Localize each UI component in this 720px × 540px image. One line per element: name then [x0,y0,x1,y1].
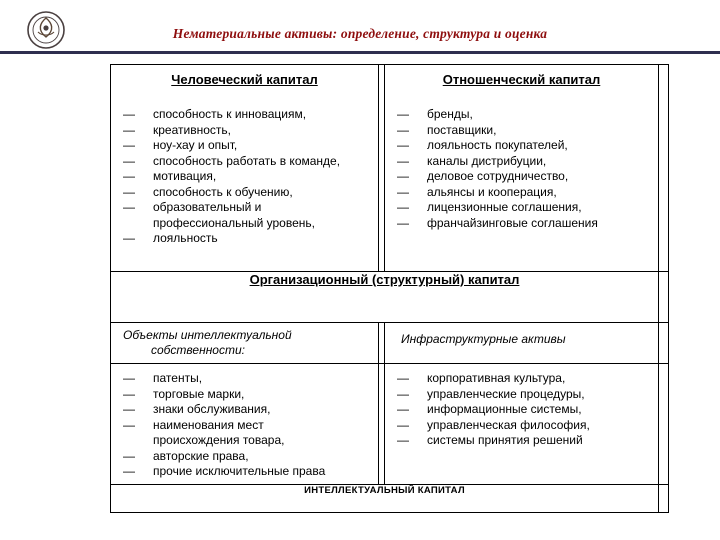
table-row [111,485,669,513]
list-item [123,402,342,418]
dash-bullet: — [397,417,409,432]
infrastructure-assets-list [397,371,622,449]
dash-bullet: — [397,386,409,401]
list-item-text: способность к обучению, [153,184,293,199]
list-item [123,418,342,449]
relational-capital-header: Отношенческий капитал [442,72,601,87]
dash-bullet: — [123,386,135,401]
list-item-text: способность работать в команде, [153,153,341,168]
emblem-logo-icon [26,10,66,50]
list-item [123,231,342,247]
table-row [111,65,669,272]
list-item [397,371,622,387]
list-item [123,200,342,231]
ip-objects-header-cell [111,323,379,364]
dash-bullet: — [123,448,135,463]
table-spacer [659,485,669,513]
list-item-text: каналы дистрибуции, [427,153,547,168]
list-item-text: прочие исключительные права [153,464,326,478]
infrastructure-assets-header-cell [385,323,659,364]
list-item-text: знаки обслуживания, [153,402,271,416]
list-item-text: ноу-хау и опыт, [153,138,238,152]
list-item [397,402,622,418]
table-row [111,323,669,364]
dash-bullet: — [123,402,135,416]
dash-bullet: — [123,464,135,478]
slide-title: Нематериальные активы: определение, структура и оценка [172,26,548,41]
list-item [397,169,622,185]
list-item-text: креативность, [153,122,231,137]
list-item-text: деловое сотрудничество, [427,169,569,183]
dash-bullet: — [397,215,409,230]
organizational-capital-cell [111,272,659,323]
slide-header [0,0,720,44]
human-capital-list [123,107,342,247]
list-item-text: лояльность [153,231,218,245]
list-item-text: торговые марки, [153,386,245,401]
table-spacer [659,272,669,323]
list-item [397,200,622,216]
list-item [123,123,342,139]
list-item-text: авторские права, [153,448,249,463]
list-item-text: образовательный и профессиональный уровень, [153,200,315,230]
table-spacer [659,65,669,272]
list-item-text: бренды, [427,107,473,121]
ip-objects-header: Объекты интеллектуальной собственности: [123,328,292,357]
infrastructure-assets-header: Инфраструктурные активы [401,332,566,346]
list-item [397,154,622,170]
list-item [123,371,342,387]
dash-bullet: — [397,184,409,199]
list-item-text: поставщики, [427,122,497,137]
table-spacer [659,364,669,485]
dash-bullet: — [397,153,409,168]
list-item [397,433,622,449]
dash-bullet: — [397,122,409,137]
dash-bullet: — [123,231,135,245]
list-item [397,418,622,434]
dash-bullet: — [123,200,135,214]
list-item [397,138,622,154]
ip-objects-cell [111,364,379,485]
list-item-text: лицензионные соглашения, [427,200,582,214]
list-item-text: альянсы и кооперация, [427,184,557,199]
list-item [123,387,342,403]
table-row [111,364,669,485]
header-divider [0,51,720,54]
list-item [397,185,622,201]
list-item-text: способность к инновациям, [153,107,307,121]
dash-bullet: — [397,371,409,385]
list-item [397,216,622,232]
dash-bullet: — [397,200,409,214]
list-item-text: лояльность покупателей, [427,138,568,152]
dash-bullet: — [397,169,409,183]
dash-bullet: — [123,417,135,432]
dash-bullet: — [123,138,135,152]
list-item [123,169,342,185]
list-item [397,123,622,139]
organizational-capital-header: Организационный (структурный) капитал [249,272,520,287]
list-item [123,185,342,201]
human-capital-header: Человеческий капитал [171,72,318,87]
intellectual-capital-table [110,64,669,513]
list-item-text: системы принятия решений [427,433,583,447]
list-item-text: управленческая философия, [427,417,590,432]
list-item [123,154,342,170]
list-item [123,464,342,480]
dash-bullet: — [397,138,409,152]
list-item-text: корпоративная культура, [427,371,566,385]
table-spacer [659,323,669,364]
dash-bullet: — [397,402,409,416]
relational-capital-list [397,107,622,231]
dash-bullet: — [123,153,135,168]
list-item [397,387,622,403]
intellectual-capital-footer: ИНТЕЛЛЕКТУАЛЬНЫЙ КАПИТАЛ [111,485,659,513]
dash-bullet: — [123,184,135,199]
list-item-text: информационные системы, [427,402,582,416]
dash-bullet: — [397,107,409,121]
list-item [123,138,342,154]
dash-bullet: — [123,122,135,137]
relational-capital-cell [385,65,659,272]
table-row [111,272,669,323]
list-item [123,107,342,123]
dash-bullet: — [123,169,135,183]
human-capital-cell [111,65,379,272]
list-item [397,107,622,123]
list-item-text: франчайзинговые соглашения [427,215,598,230]
ip-objects-list [123,371,342,480]
list-item-text: наименования мест происхождения товара, [153,417,285,447]
list-item-text: управленческие процедуры, [427,386,585,401]
list-item [123,449,342,465]
dash-bullet: — [397,433,409,447]
infrastructure-assets-cell [385,364,659,485]
list-item-text: патенты, [153,371,203,385]
list-item-text: мотивация, [153,169,217,183]
dash-bullet: — [123,371,135,385]
dash-bullet: — [123,107,135,121]
